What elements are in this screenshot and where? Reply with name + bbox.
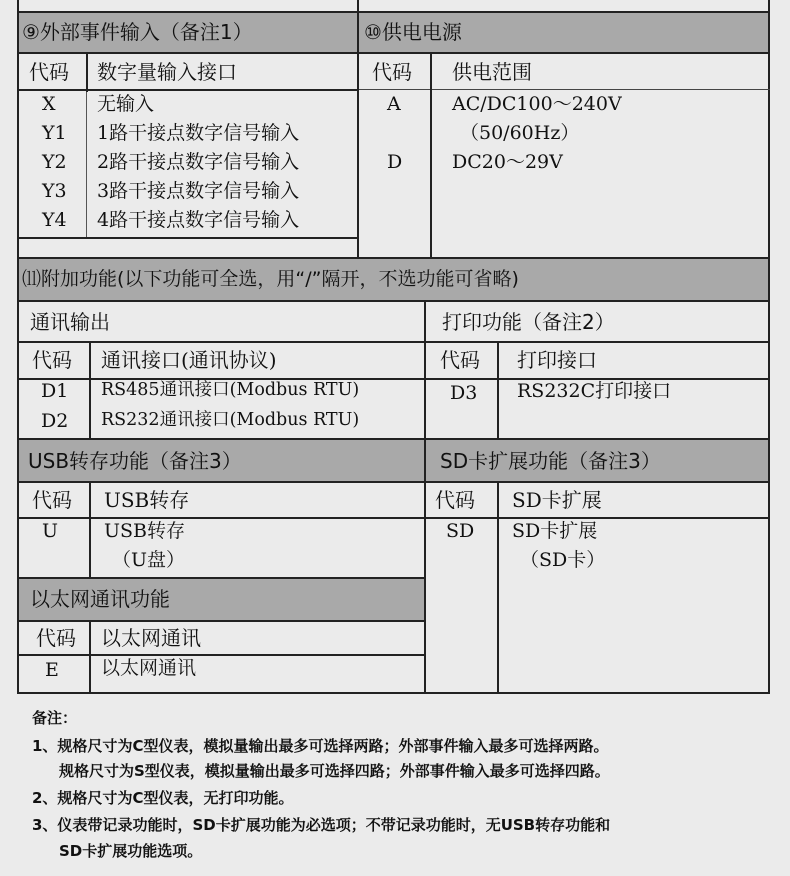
row-desc: 3路干接点数字信号输入 [97,180,300,202]
s9-desc-header: 数字量输入接口 [97,60,237,84]
row-code: D1 [41,380,69,402]
usb-code-header: 代码 [32,488,72,512]
print-desc-header: 打印接口 [517,348,597,372]
row-desc-continued: （50/60Hz） [460,122,580,144]
row-code: Y3 [42,180,67,202]
row-code: E [45,659,59,681]
print-code-header: 代码 [440,348,480,372]
sd-code-header: 代码 [435,488,475,512]
row-desc: DC20～29V [452,151,563,173]
s10-title: ⑩供电电源 [364,20,462,44]
s9-code-header: 代码 [29,60,69,84]
usb-title: USB转存功能（备注3） [28,449,242,473]
row-desc: RS232通讯接口(Modbus RTU) [101,410,360,430]
note-item: 3、仪表带记录功能时，SD卡扩展功能为必选项；不带记录功能时，无USB转存功能和 [32,816,611,834]
row-code: D2 [41,410,69,432]
row-code: D [387,151,403,173]
s10-code-header: 代码 [372,60,412,84]
row-code: U [42,520,59,542]
row-desc: USB转存 [104,520,185,542]
row-code: A [387,93,401,115]
print-title: 打印功能（备注2） [442,310,615,334]
row-desc: 4路干接点数字信号输入 [97,209,300,231]
notes-heading: 备注： [32,709,78,727]
row-code: X [42,93,56,115]
note-item: 规格尺寸为S型仪表，模拟量输出最多可选择四路；外部事件输入最多可选择四路。 [59,762,610,780]
row-desc: 1路干接点数字信号输入 [97,122,300,144]
note-item: 1、规格尺寸为C型仪表，模拟量输出最多可选择两路；外部事件输入最多可选择两路。 [32,737,609,755]
row-code: D3 [450,382,478,404]
row-desc: RS485通讯接口(Modbus RTU) [101,380,360,400]
row-desc: 无输入 [97,93,155,115]
s9-title: ⑨外部事件输入（备注1） [22,20,253,44]
row-code: Y2 [42,151,67,173]
row-desc: 2路干接点数字信号输入 [97,151,300,173]
row-desc-continued: （U盘） [112,549,186,571]
eth-desc-header: 以太网通讯 [101,626,201,650]
row-desc: AC/DC100～240V [452,93,622,115]
row-desc-continued: （SD卡） [520,549,606,571]
row-code: SD [446,520,475,542]
row-code: Y4 [42,209,67,231]
comm-title: 通讯输出 [30,310,110,334]
s11-title: ⑾附加功能(以下功能可全选，用“/”隔开，不选功能可省略) [22,268,519,290]
row-code: Y1 [42,122,67,144]
eth-code-header: 代码 [36,626,76,650]
row-desc: SD卡扩展 [512,520,598,542]
usb-desc-header: USB转存 [104,488,190,512]
note-item: SD卡扩展功能选项。 [59,842,203,860]
row-desc: 以太网通讯 [101,657,197,679]
sd-desc-header: SD卡扩展 [512,488,602,512]
comm-code-header: 代码 [32,348,72,372]
sd-title: SD卡扩展功能（备注3） [440,449,661,473]
comm-desc-header: 通讯接口(通讯协议) [101,348,277,372]
row-desc: RS232C打印接口 [517,380,672,402]
note-item: 2、规格尺寸为C型仪表，无打印功能。 [32,789,294,807]
eth-title: 以太网通讯功能 [30,587,170,611]
s10-desc-header: 供电范围 [452,60,532,84]
